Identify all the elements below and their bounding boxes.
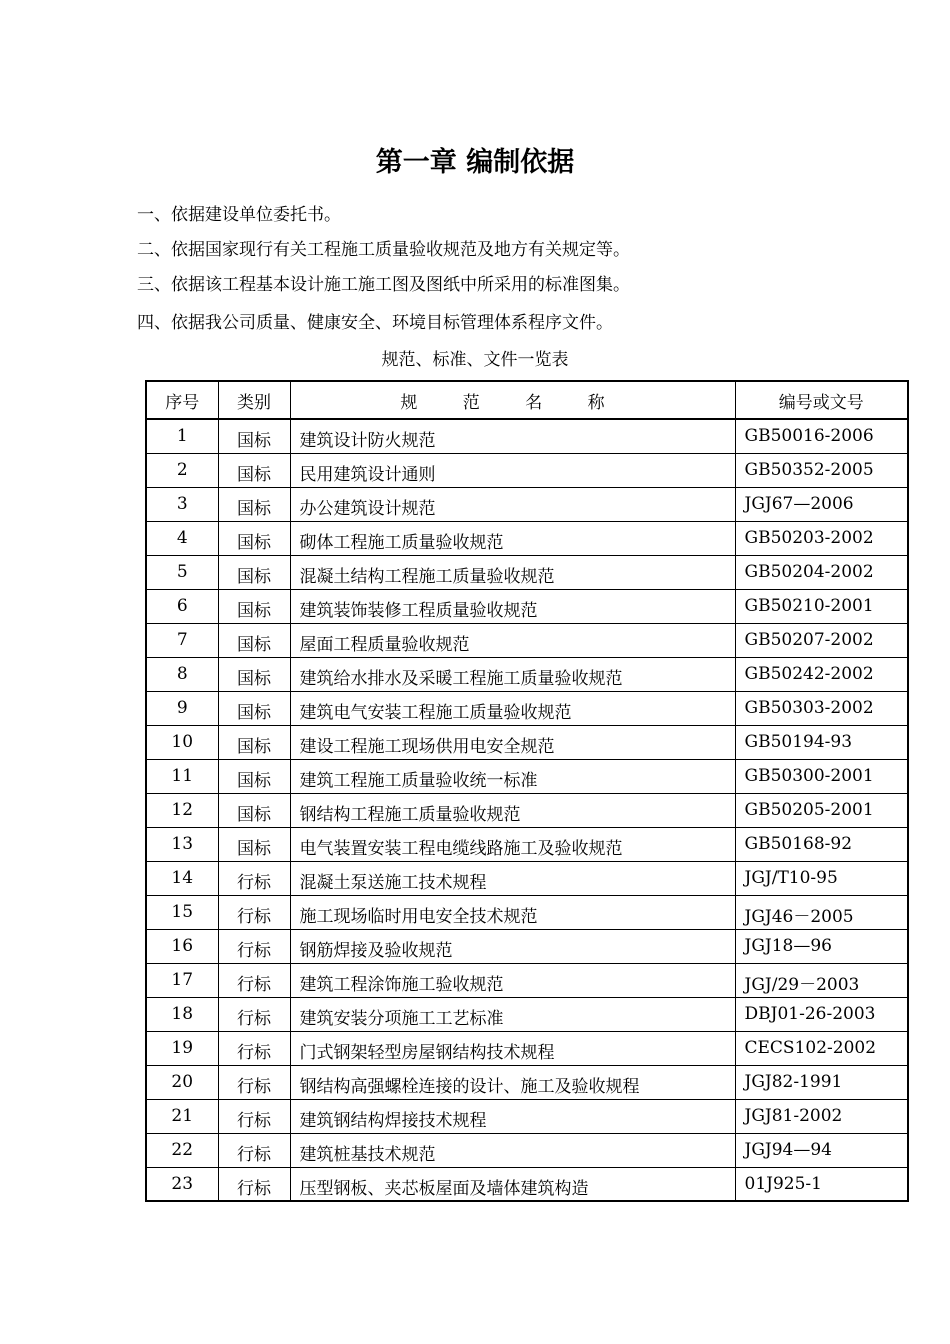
cell-name: 门式钢架轻型房屋钢结构技术规程 <box>290 1031 735 1065</box>
cell-code: JGJ/29－2003 <box>735 963 908 997</box>
standards-table <box>145 380 909 1202</box>
cell-category: 行标 <box>218 1031 290 1065</box>
table-row <box>146 487 908 521</box>
cell-name: 建筑安装分项施工工艺标准 <box>290 997 735 1031</box>
header-no: 序号 <box>146 381 218 419</box>
table-row <box>146 657 908 691</box>
cell-no: 19 <box>146 1031 218 1065</box>
cell-code: 01J925-1 <box>735 1167 908 1201</box>
cell-category: 国标 <box>218 555 290 589</box>
table-caption: 规范、标准、文件一览表 <box>381 350 569 370</box>
table-row <box>146 895 908 929</box>
basis-item-4: 四、依据我公司质量、健康安全、环境目标管理体系程序文件。 <box>137 313 613 333</box>
cell-code: GB50207-2002 <box>735 623 908 657</box>
cell-name: 电气装置安装工程电缆线路施工及验收规范 <box>290 827 735 861</box>
cell-category: 国标 <box>218 487 290 521</box>
table-row <box>146 861 908 895</box>
cell-name: 钢筋焊接及验收规范 <box>290 929 735 963</box>
cell-code: GB50303-2002 <box>735 691 908 725</box>
cell-code: JGJ46－2005 <box>735 895 908 929</box>
cell-code: JGJ94—94 <box>735 1133 908 1167</box>
table-row <box>146 725 908 759</box>
cell-name: 混凝土泵送施工技术规程 <box>290 861 735 895</box>
header-name-label: 规 范 名 称 <box>400 392 625 413</box>
table-row <box>146 453 908 487</box>
cell-category: 国标 <box>218 759 290 793</box>
table-row <box>146 1167 908 1201</box>
cell-code: GB50203-2002 <box>735 521 908 555</box>
cell-category: 行标 <box>218 1133 290 1167</box>
table-row <box>146 827 908 861</box>
table-row <box>146 691 908 725</box>
table-row <box>146 521 908 555</box>
cell-code: GB50168-92 <box>735 827 908 861</box>
cell-name: 建筑桩基技术规范 <box>290 1133 735 1167</box>
cell-no: 10 <box>146 725 218 759</box>
cell-no: 17 <box>146 963 218 997</box>
cell-category: 国标 <box>218 725 290 759</box>
cell-code: GB50016-2006 <box>735 419 908 453</box>
cell-code: JGJ82-1991 <box>735 1065 908 1099</box>
cell-name: 办公建筑设计规范 <box>290 487 735 521</box>
cell-no: 3 <box>146 487 218 521</box>
cell-category: 国标 <box>218 419 290 453</box>
cell-name: 建筑电气安装工程施工质量验收规范 <box>290 691 735 725</box>
cell-code: JGJ18—96 <box>735 929 908 963</box>
cell-category: 行标 <box>218 1167 290 1201</box>
cell-name: 建筑工程施工质量验收统一标准 <box>290 759 735 793</box>
cell-no: 2 <box>146 453 218 487</box>
cell-category: 国标 <box>218 827 290 861</box>
cell-name: 钢结构工程施工质量验收规范 <box>290 793 735 827</box>
cell-name: 建筑钢结构焊接技术规程 <box>290 1099 735 1133</box>
cell-no: 7 <box>146 623 218 657</box>
basis-item-1: 一、依据建设单位委托书。 <box>137 205 341 225</box>
basis-item-3: 三、依据该工程基本设计施工施工图及图纸中所采用的标准图集。 <box>137 275 630 295</box>
table-row <box>146 419 908 453</box>
cell-category: 国标 <box>218 623 290 657</box>
cell-no: 13 <box>146 827 218 861</box>
cell-name: 建筑设计防火规范 <box>290 419 735 453</box>
cell-name: 施工现场临时用电安全技术规范 <box>290 895 735 929</box>
cell-code: GB50205-2001 <box>735 793 908 827</box>
cell-category: 行标 <box>218 997 290 1031</box>
cell-category: 国标 <box>218 589 290 623</box>
table-row <box>146 1099 908 1133</box>
cell-name: 建筑工程涂饰施工验收规范 <box>290 963 735 997</box>
cell-no: 20 <box>146 1065 218 1099</box>
cell-no: 15 <box>146 895 218 929</box>
basis-item-2: 二、依据国家现行有关工程施工质量验收规范及地方有关规定等。 <box>137 240 630 260</box>
cell-code: GB50352-2005 <box>735 453 908 487</box>
cell-category: 国标 <box>218 657 290 691</box>
header-code: 编号或文号 <box>735 381 908 419</box>
cell-name: 建设工程施工现场供用电安全规范 <box>290 725 735 759</box>
cell-no: 18 <box>146 997 218 1031</box>
cell-code: JGJ81-2002 <box>735 1099 908 1133</box>
cell-no: 8 <box>146 657 218 691</box>
cell-name: 建筑装饰装修工程质量验收规范 <box>290 589 735 623</box>
cell-code: GB50194-93 <box>735 725 908 759</box>
cell-category: 行标 <box>218 963 290 997</box>
cell-name: 屋面工程质量验收规范 <box>290 623 735 657</box>
cell-no: 1 <box>146 419 218 453</box>
table-row <box>146 623 908 657</box>
cell-no: 21 <box>146 1099 218 1133</box>
table-row <box>146 759 908 793</box>
cell-no: 22 <box>146 1133 218 1167</box>
cell-category: 行标 <box>218 1065 290 1099</box>
cell-name: 混凝土结构工程施工质量验收规范 <box>290 555 735 589</box>
cell-no: 9 <box>146 691 218 725</box>
cell-category: 行标 <box>218 895 290 929</box>
cell-code: GB50204-2002 <box>735 555 908 589</box>
cell-no: 16 <box>146 929 218 963</box>
cell-name: 民用建筑设计通则 <box>290 453 735 487</box>
table-row <box>146 929 908 963</box>
cell-name: 建筑给水排水及采暖工程施工质量验收规范 <box>290 657 735 691</box>
cell-no: 4 <box>146 521 218 555</box>
cell-name: 压型钢板、夹芯板屋面及墙体建筑构造 <box>290 1167 735 1201</box>
cell-code: CECS102-2002 <box>735 1031 908 1065</box>
header-name <box>290 381 735 419</box>
cell-no: 14 <box>146 861 218 895</box>
cell-category: 行标 <box>218 1099 290 1133</box>
table-row <box>146 1133 908 1167</box>
cell-category: 行标 <box>218 861 290 895</box>
header-category: 类别 <box>218 381 290 419</box>
cell-name: 砌体工程施工质量验收规范 <box>290 521 735 555</box>
cell-no: 12 <box>146 793 218 827</box>
table-header-row <box>146 381 908 419</box>
cell-name: 钢结构高强螺栓连接的设计、施工及验收规程 <box>290 1065 735 1099</box>
cell-no: 6 <box>146 589 218 623</box>
table-row <box>146 963 908 997</box>
cell-code: GB50242-2002 <box>735 657 908 691</box>
cell-code: DBJ01-26-2003 <box>735 997 908 1031</box>
cell-category: 国标 <box>218 793 290 827</box>
table-row <box>146 1065 908 1099</box>
cell-no: 11 <box>146 759 218 793</box>
cell-category: 国标 <box>218 691 290 725</box>
cell-category: 国标 <box>218 521 290 555</box>
table-row <box>146 997 908 1031</box>
table-row <box>146 555 908 589</box>
cell-category: 行标 <box>218 929 290 963</box>
cell-no: 5 <box>146 555 218 589</box>
cell-category: 国标 <box>218 453 290 487</box>
table-row <box>146 1031 908 1065</box>
cell-code: JGJ/T10-95 <box>735 861 908 895</box>
cell-code: JGJ67—2006 <box>735 487 908 521</box>
table-row <box>146 793 908 827</box>
cell-code: GB50300-2001 <box>735 759 908 793</box>
cell-no: 23 <box>146 1167 218 1201</box>
table-row <box>146 589 908 623</box>
cell-code: GB50210-2001 <box>735 589 908 623</box>
chapter-title: 第一章 编制依据 <box>375 147 575 178</box>
